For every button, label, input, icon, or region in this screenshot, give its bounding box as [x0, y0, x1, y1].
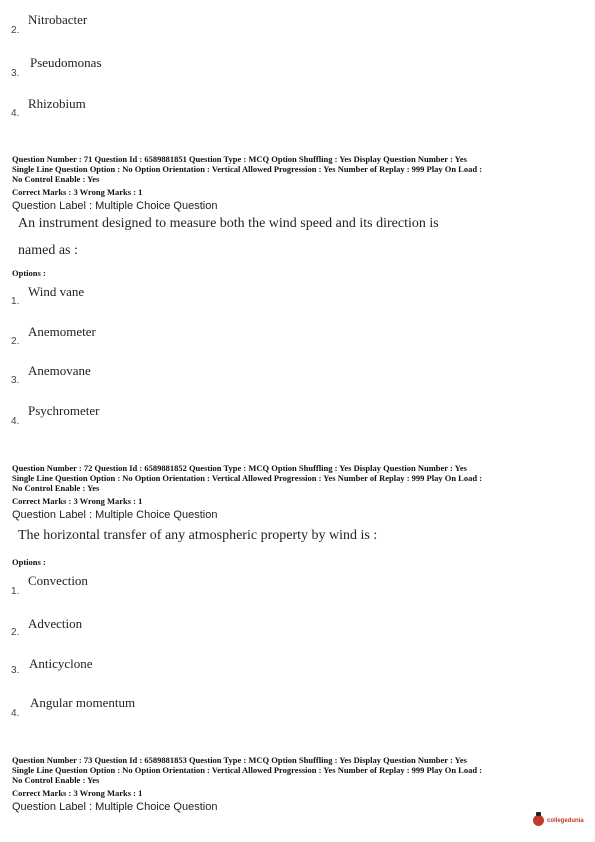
option-number: 3.	[11, 68, 20, 79]
option-text: Wind vane	[28, 284, 85, 299]
option-number: 4.	[11, 708, 20, 719]
option-text: Anticyclone	[29, 656, 93, 671]
question-meta	[12, 755, 587, 785]
option-text: Angular momentum	[30, 695, 136, 710]
options-heading: Options :	[12, 557, 46, 567]
meta-line: No Control Enable : Yes	[12, 775, 100, 785]
meta-line: No Control Enable : Yes	[12, 483, 100, 493]
meta-line: Question Number : 72 Question Id : 6589881852 Question Type : MCQ Option Shuffling : Yes Display Question Number : Yes	[12, 463, 467, 473]
option-number: 3.	[11, 375, 20, 386]
logo-text: collegedunia	[547, 817, 584, 824]
question-label: Question Label : Multiple Choice Question	[12, 801, 218, 813]
option-text: Anemovane	[28, 363, 91, 378]
question-meta	[12, 154, 587, 184]
option-number: 2.	[11, 25, 20, 36]
meta-line: Question Number : 71 Question Id : 6589881851 Question Type : MCQ Option Shuffling : Yes Display Question Number : Yes	[12, 154, 467, 164]
option-number: 4.	[11, 416, 20, 427]
option-text: Nitrobacter	[28, 12, 88, 27]
meta-line: Single Line Question Option : No Option Orientation : Vertical Allowed Progression : Yes Number of Replay : 999 Play On Load :	[12, 765, 483, 775]
question-meta	[12, 463, 587, 493]
option-text: Psychrometer	[28, 403, 100, 418]
option-text: Convection	[28, 573, 88, 588]
marks-info: Correct Marks : 3 Wrong Marks : 1	[12, 496, 143, 506]
option-number: 1.	[11, 586, 20, 597]
option-text: Rhizobium	[28, 96, 86, 111]
question-text-line: The horizontal transfer of any atmospheric property by wind is :	[18, 528, 378, 543]
question-text-line: named as :	[18, 243, 78, 258]
option-number: 4.	[11, 108, 20, 119]
meta-line: Single Line Question Option : No Option Orientation : Vertical Allowed Progression : Yes Number of Replay : 999 Play On Load :	[12, 164, 483, 174]
option-number: 1.	[11, 296, 20, 307]
meta-line: Question Number : 73 Question Id : 6589881853 Question Type : MCQ Option Shuffling : Yes Display Question Number : Yes	[12, 755, 467, 765]
meta-line: Single Line Question Option : No Option Orientation : Vertical Allowed Progression : Yes Number of Replay : 999 Play On Load :	[12, 473, 483, 483]
options-heading: Options :	[12, 268, 46, 278]
logo-icon	[533, 815, 544, 826]
option-text: Anemometer	[28, 324, 96, 339]
marks-info: Correct Marks : 3 Wrong Marks : 1	[12, 788, 143, 798]
option-number: 2.	[11, 627, 20, 638]
marks-info: Correct Marks : 3 Wrong Marks : 1	[12, 187, 143, 197]
collegedunia-logo	[533, 815, 584, 826]
meta-line: No Control Enable : Yes	[12, 174, 100, 184]
option-number: 3.	[11, 665, 20, 676]
question-label: Question Label : Multiple Choice Question	[12, 509, 218, 521]
question-label: Question Label : Multiple Choice Question	[12, 200, 218, 212]
option-text: Pseudomonas	[30, 55, 102, 70]
option-text: Advection	[28, 616, 83, 631]
option-number: 2.	[11, 336, 20, 347]
question-text-line: An instrument designed to measure both the wind speed and its direction is	[18, 216, 439, 231]
